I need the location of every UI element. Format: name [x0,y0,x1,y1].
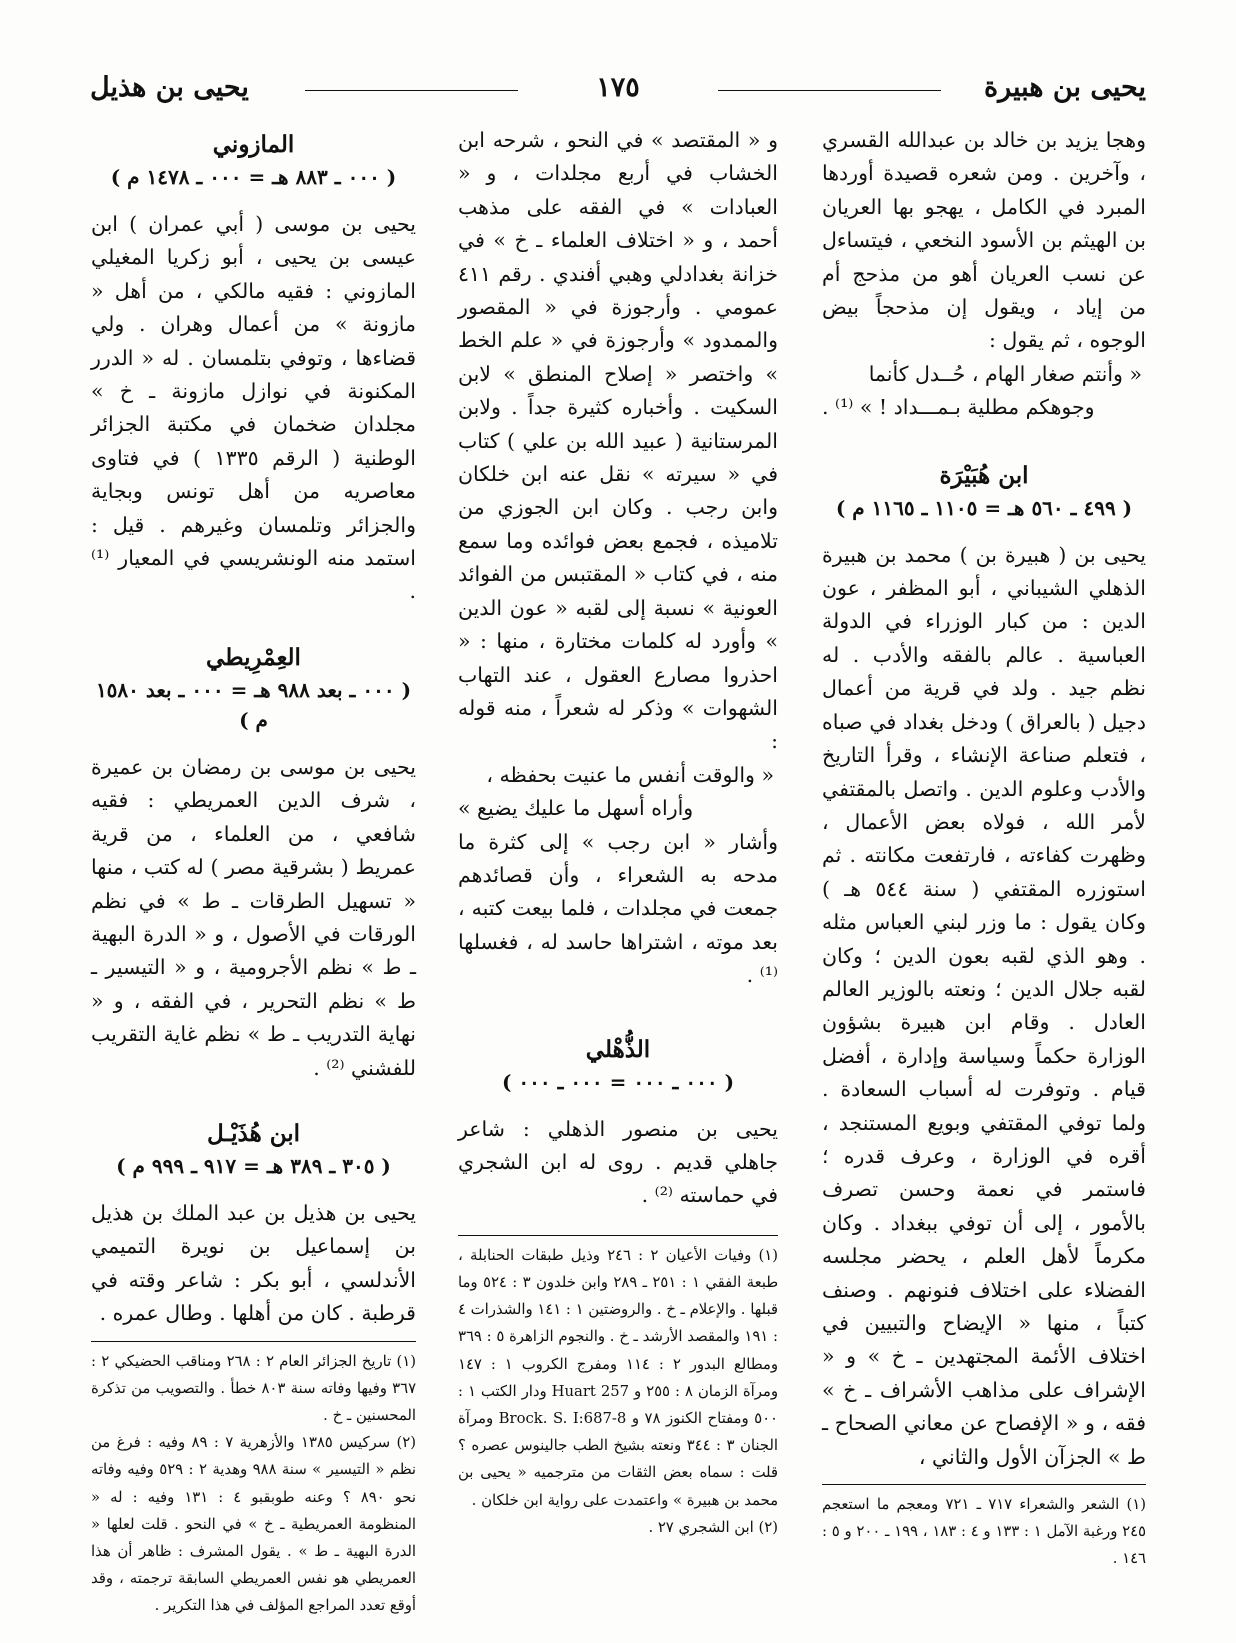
verse-block [822,358,1146,425]
footnote-separator [91,1341,416,1342]
entry-dates: ( ٣٠٥ ـ ٣٨٩ هـ = ٩١٧ ـ ٩٩٩ م ) [116,1153,391,1178]
page-number: ١٧٥ [586,72,650,103]
footnote: (١) تاريخ الجزائر العام ٢ : ٢٦٨ ومناقب الحضيكي ٢ : ٣٦٧ وفيها وفاته سنة ٨٠٣ خطأ . والتصويب من تذكرة المحسنين ـ خ . [91,1352,417,1424]
paragraph: وأشار « ابن رجب » إلى كثرة ما مدحه به الشعراء ، وأن قصائدهم جمعت في مجلدات ، فلما بيعت كتبه ، بعد موته ، اشتراها حاسد له ، فغسلها ⁽¹⁾ . [458,829,778,988]
footnotes [91,1348,416,1620]
entry-al-mazuni [91,128,416,609]
entry-body: يحيى بن هذيل بن عبد الملك بن هذيل بن إسماعيل بن نويرة التميمي الأندلسي ، أبو بكر : شاعر وقته في قرطبة . كان من أهلها . وطال عمره . [91,1200,416,1326]
entry-body: يحيى بن موسى ( أبي عمران ) ابن عيسى بن يحيى ، أبو زكريا المغيلي المازوني : فقيه مالكي ، من أهل « مازونة » من أعمال وهران . ولي قضاءها ، وتوفي بتلمسان . له « الدرر المكنونة في نوازل مازونة ـ خ » مجلدان ضخمان في مكتبة الجزائر الوطنية ( الرقم ١٣٣٥ ) في فتاوى معاصريه من أهل تونس وبجاية والجزائر وتلمسان وغيرهم . قيل : استمد منه الونشريسي في المعيار ⁽¹⁾ . [91,212,416,604]
footnote-separator [458,1235,778,1236]
entry-title: العِمْرِيطي [206,643,301,671]
verse-line: وجوهكم مطلية بـمـــداد ! » ⁽¹⁾ . [822,395,1095,420]
entry-title: المازوني [212,131,295,158]
continuation-text: و « المقتصد » في النحو ، شرحه ابن الخشاب في أربع مجلدات ، و « العبادات » في الفقه على مذهب أحمد ، و « اختلاف العلماء ـ خ » في خزانة بغدادلي وهبي أفندي . رقم ٤١١ عمومي . وأرجوزة في « المقصور والممدود » وأرجوزة في « علم الخط » واختصر « إصلاح المنطق » لابن السكيت . وأخباره كثيرة جداً . ولابن المرستانية ( عبيد الله بن علي ) كتاب في « سيرته » نقل عنه ابن خلكان وابن رجب . وكان ابن الجوزي من تلاميذه ، فجمع بعض فوائده وما سمع منه ، في كتاب « المقتبس من الفوائد العونية » نسبة إلى لقبه « عون الدين » وأورد له كلمات مختارة ، منها : « احذروا مصارع العقول ، عند التهاب الشهوات » وذكر له شعراً ، منه قوله : [458,128,778,754]
footnote: (٢) سركيس ١٣٨٥ والأزهرية ٧ : ٨٩ وفيه : فرغ من نظم « التيسير » سنة ٩٨٨ وهدية ٢ : ٥٢٩ وفيه وفاته نحو ٨٩٠ ؟ وعنه طوبقبو ٤ : ١٣١ وفيه : له « المنظومة العمريطية ـ خ » في النحو . قلت لعلها « الدرة البهية ـ ط » . يقول المشرف : ظاهر أن هذا العمريطي هو نفس العمريطي السابقة ترجمته ، وقد أوقع تعدد المراجع المؤلف في هذا التكرير . [91,1434,416,1615]
verse-line: « والوقت أنفس ما عنيت بحفظه ، [486,762,774,787]
entry-ibn-hudhayl [91,1117,416,1331]
header-right-title: يحيى بن هبيرة [983,72,1146,103]
column-middle [458,124,778,1541]
entry-al-dhuhli [458,1033,778,1213]
entry-body: يحيى بن موسى بن رمضان بن عميرة ، شرف الدين العمريطي : فقيه شافعي ، من العلماء ، من قرية عمريط ( بشرقية مصر ) له كتب ، منها « تسهيل الطرقات ـ ط » في نظم الورقات في الأصول ، و « الدرة البهية ـ ط » نظم الأجرومية ، و « التيسير ـ ط » نظم التحرير ، في الفقه ، و « نهاية التدريب ـ ط » نظم غاية التقريب للفشني ⁽²⁾ . [91,754,416,1080]
entry-dates: ( ٠٠٠ ـ ٠٠٠ = ٠٠٠ ـ ٠٠٠ ) [501,1069,735,1094]
header-rule-right [718,90,941,91]
footnote: (٢) ابن الشجري ٢٧ . [648,1518,778,1536]
paragraph: وهجا يزيد بن خالد بن عبدالله القسري ، وآخرين . ومن شعره قصيدة أوردها المبرد في الكامل ، يهجو بها العريان بن الهيثم بن الأسود النخعي ، فيتساءل عن نسب العريان أهو من مذحج أم من إياد ، ويقول إن مذحجاً بيض الوجوه ، ثم يقول : [822,128,1146,353]
header-rule-left [305,90,518,91]
verse-line: « وأنتم صغار الهام ، حُــدل كأنما [868,361,1142,386]
entry-al-imriti [91,641,416,1085]
entry-dates: ( ٠٠٠ ـ بعد ٩٨٨ هـ = ٠٠٠ ـ بعد ١٥٨٠ م ) [95,677,412,732]
column-right [822,124,1146,1573]
footnote-separator [822,1484,1146,1485]
entry-title: ابن هُبَيْرَة [939,461,1029,489]
running-header [90,72,1146,112]
column-left [91,124,416,1620]
continuation-text [822,124,1146,358]
header-left-title: يحيى بن هذيل [90,72,249,103]
entry-dates: ( ٤٩٩ ـ ٥٦٠ هـ = ١١٠٥ ـ ١١٦٥ م ) [835,495,1133,520]
footnotes [458,1242,778,1541]
footnote: (١) الشعر والشعراء ٧١٧ ـ ٧٢١ ومعجم ما استعجم ٢٤٥ ورغبة الآمل ١ : ١٣٣ و ٤ : ١٨٣ ، ١٩٩ ـ ٢٠٠ و ٥ : ١٤٦ . [822,1496,1147,1568]
entry-dates: ( ٠٠٠ ـ ٨٨٣ هـ = ٠٠٠ ـ ١٤٧٨ م ) [110,165,397,189]
verse-block [458,759,778,826]
footnote: (١) وفيات الأعيان ٢ : ٢٤٦ وذيل طبقات الحنابلة ، طبعة الفقي ١ : ٢٥١ ـ ٢٨٩ وابن خلدون ٣ : ٥٢٤ وما قبلها . والإعلام ـ خ . والروضتين ١ : ١٤١ والشذرات ٤ : ١٩١ والمقصد الأرشد ـ خ . والنجوم الزاهرة ٥ : ٣٦٩ ومطالع البدور ٢ : ١١٤ ومفرج الكروب ١ : ١٤٧ ومرآة الزمان ٨ : ٢٥٥ و Huart 257 ودار الكتب ١ : ٥٠٠ ومفتاح الكنوز ٧٨ و Brock. S. I:687-8 ومرآة الجنان ٣ : ٣٤٤ ونعته بشيخ الطب جالينوس عصره ؟ قلت : سماه بعض الثقات من مترجميه « يحيى بن محمد بن هبيرة » واعتمدت على رواية ابن خلكان . [458,1246,778,1509]
entry-ibn-hubayra [822,459,1146,1474]
entry-title: ابن هُذَيْـل [206,1119,301,1147]
entry-body: يحيى بن منصور الذهلي : شاعر جاهلي قديم . روى له ابن الشجري في حماسته ⁽²⁾ . [458,1116,778,1208]
footnotes [822,1491,1146,1573]
verse-line: وأراه أسهل ما عليك يضيع » [458,796,694,821]
entry-title: الذُّهْلي [585,1035,651,1063]
entry-body: يحيى بن ( هبيرة بن ) محمد بن هبيرة الذهلي الشيباني ، أبو المظفر ، عون الدين : من كبار الوزراء في الدولة العباسية . عالم بالفقه والأدب . له نظم جيد . ولد في قرية من أعمال دجيل ( بالعراق ) ودخل بغداد في صباه ، فتعلم صناعة الإنشاء ، وقرأ التاريخ والأدب وعلوم الدين . واتصل بالمقتفي لأمر الله ، فولاه بعض الأعمال ، وظهرت كفاءته ، فارتفعت مكانته . ثم استوزره المقتفي ( سنة ٥٤٤ هـ ) وكان يقول : ما وزر لبني العباس مثله . وهو الذي لقبه بعون الدين ؛ وكان لقبه جلال الدين ؛ ونعته بالوزير العالم العادل . وقام ابن هبيرة بشؤون الوزارة حكماً وسياسة وإدارة ، أفضل قيام . وتوفرت له أسباب السعادة . ولما توفي المقتفي وبويع المستنجد ، أقره في الوزارة ، وعرف قدره ؛ فاستمر في نعمة وحسن تصرف بالأمور ، إلى أن توفي ببغداد . وكان مكرماً لأهل العلم ، يحضر مجلسه الفضلاء على اختلاف فنونهم . وصنف كتباً ، منها « الإيضاح والتبيين في اختلاف الأئمة المجتهدين ـ خ » و « الإشراف على مذاهب الأشراف ـ خ » فقه ، و « الإفصاح عن معاني الصحاح ـ ط » الجزآن الأول والثاني ، [822,542,1146,1469]
